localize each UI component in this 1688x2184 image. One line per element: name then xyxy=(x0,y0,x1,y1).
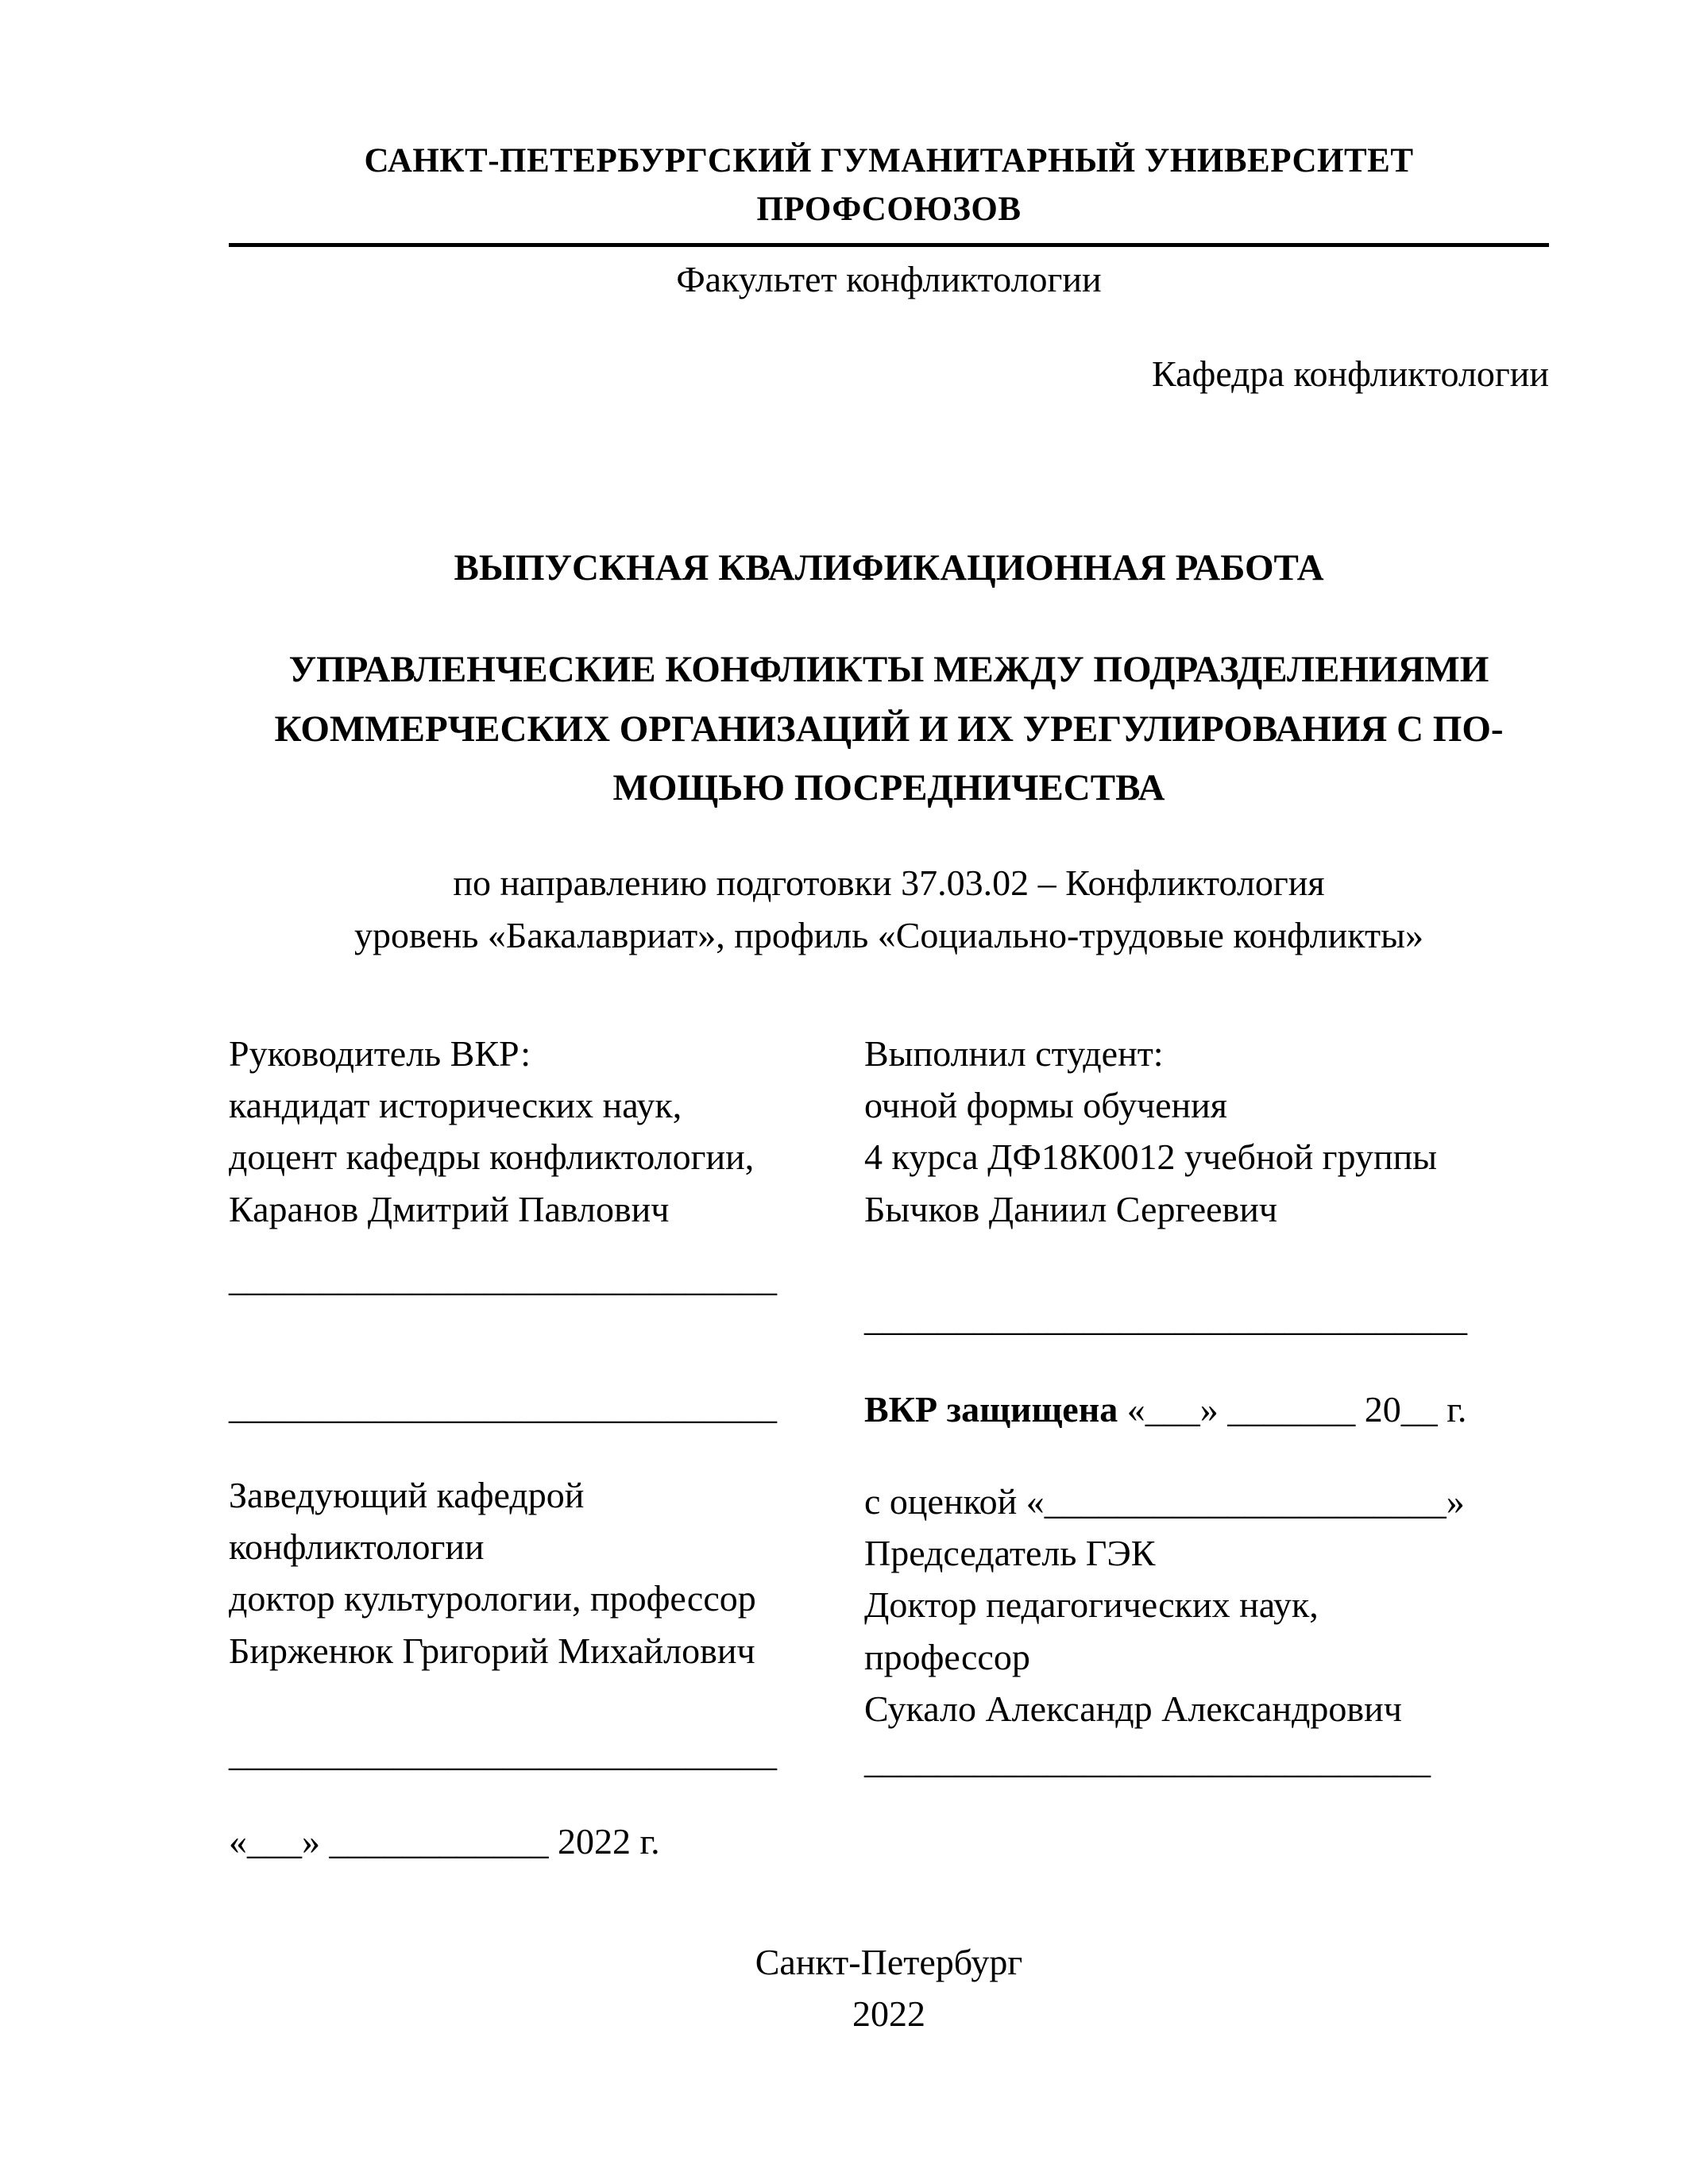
thesis-title xyxy=(229,640,1549,817)
head-signature-line: ______________________________ xyxy=(229,1732,777,1773)
faculty-name: Факультет конфликтологии xyxy=(676,259,1102,300)
thesis-title-line-1: УПРАВЛЕНЧЕСКИЕ КОНФЛИКТЫ МЕЖДУ ПОДРАЗДЕЛЕНИЯМИ xyxy=(288,649,1489,691)
grade-blank-line: с оценкой «______________________» xyxy=(864,1480,1465,1522)
city-line: Санкт-Петербург xyxy=(755,1941,1023,1982)
committee-signature-line: _______________________________ xyxy=(864,1740,1431,1781)
student-group: 4 курса ДФ18К0012 учебной группы xyxy=(864,1136,1438,1178)
year-line: 2022 xyxy=(852,1993,925,2034)
signatures-section xyxy=(229,1028,1549,1868)
supervisor-name: Каранов Дмитрий Павлович xyxy=(229,1188,670,1229)
direction-block xyxy=(229,857,1549,961)
student-signature-line: _________________________________ xyxy=(864,1298,1467,1339)
student-column xyxy=(864,1028,1549,1868)
thesis-title-line-2: КОММЕРЧЕСКИХ ОРГАНИЗАЦИЙ И ИХ УРЕГУЛИРОВАНИЯ С ПО- xyxy=(274,708,1504,750)
department-name: Кафедра конфликтологии xyxy=(1152,353,1549,395)
title-page xyxy=(229,0,1549,2039)
supervisor-label: Руководитель ВКР: xyxy=(229,1032,531,1074)
head-degree: доктор культурологии, профессор xyxy=(229,1578,756,1619)
work-type-heading: ВЫПУСКНАЯ КВАЛИФИКАЦИОННАЯ РАБОТА xyxy=(454,546,1324,588)
committee-chair-label: Председатель ГЭК xyxy=(864,1533,1156,1574)
head-title-line-2: конфликтологии xyxy=(229,1526,485,1568)
direction-line: по направлению подготовки 37.03.02 – Конфликтология xyxy=(453,862,1325,904)
defense-date-line xyxy=(864,1383,1549,1435)
student-study-form: очной формы обучения xyxy=(864,1085,1227,1126)
committee-chair-name: Сукало Александр Александрович xyxy=(864,1688,1402,1729)
supervisor-signature-line-1: ______________________________ xyxy=(229,1258,777,1299)
committee-chair-rank: профессор xyxy=(864,1636,1030,1677)
supervisor-column xyxy=(229,1028,864,1868)
head-title-line-1: Заведующий кафедрой xyxy=(229,1474,585,1515)
footer xyxy=(229,1936,1549,2040)
student-label: Выполнил студент: xyxy=(864,1032,1164,1074)
defense-label: ВКР защищена xyxy=(864,1389,1118,1430)
university-name: САНКТ-ПЕТЕРБУРГСКИЙ ГУМАНИТАРНЫЙ УНИВЕРСИТЕТ ПРОФСОЮЗОВ xyxy=(229,137,1549,247)
student-name: Бычков Даниил Сергеевич xyxy=(864,1188,1278,1229)
defense-date-blank: «___» _______ 20__ г. xyxy=(1118,1389,1467,1430)
head-of-department-block xyxy=(229,1469,864,1677)
supervisor-signature-line-2: ______________________________ xyxy=(229,1386,777,1427)
level-profile-line: уровень «Бакалавриат», профиль «Социально-трудовые конфликты» xyxy=(353,914,1424,955)
committee-chair-degree: Доктор педагогических наук, xyxy=(864,1584,1319,1626)
supervisor-position: доцент кафедры конфликтологии, xyxy=(229,1136,755,1178)
supervisor-degree: кандидат исторических наук, xyxy=(229,1085,682,1126)
head-name: Бирженюк Григорий Михайлович xyxy=(229,1630,755,1671)
thesis-title-line-3: МОЩЬЮ ПОСРЕДНИЧЕСТВА xyxy=(612,766,1165,808)
date-blank-line: «___» ____________ 2022 г. xyxy=(229,1821,660,1862)
